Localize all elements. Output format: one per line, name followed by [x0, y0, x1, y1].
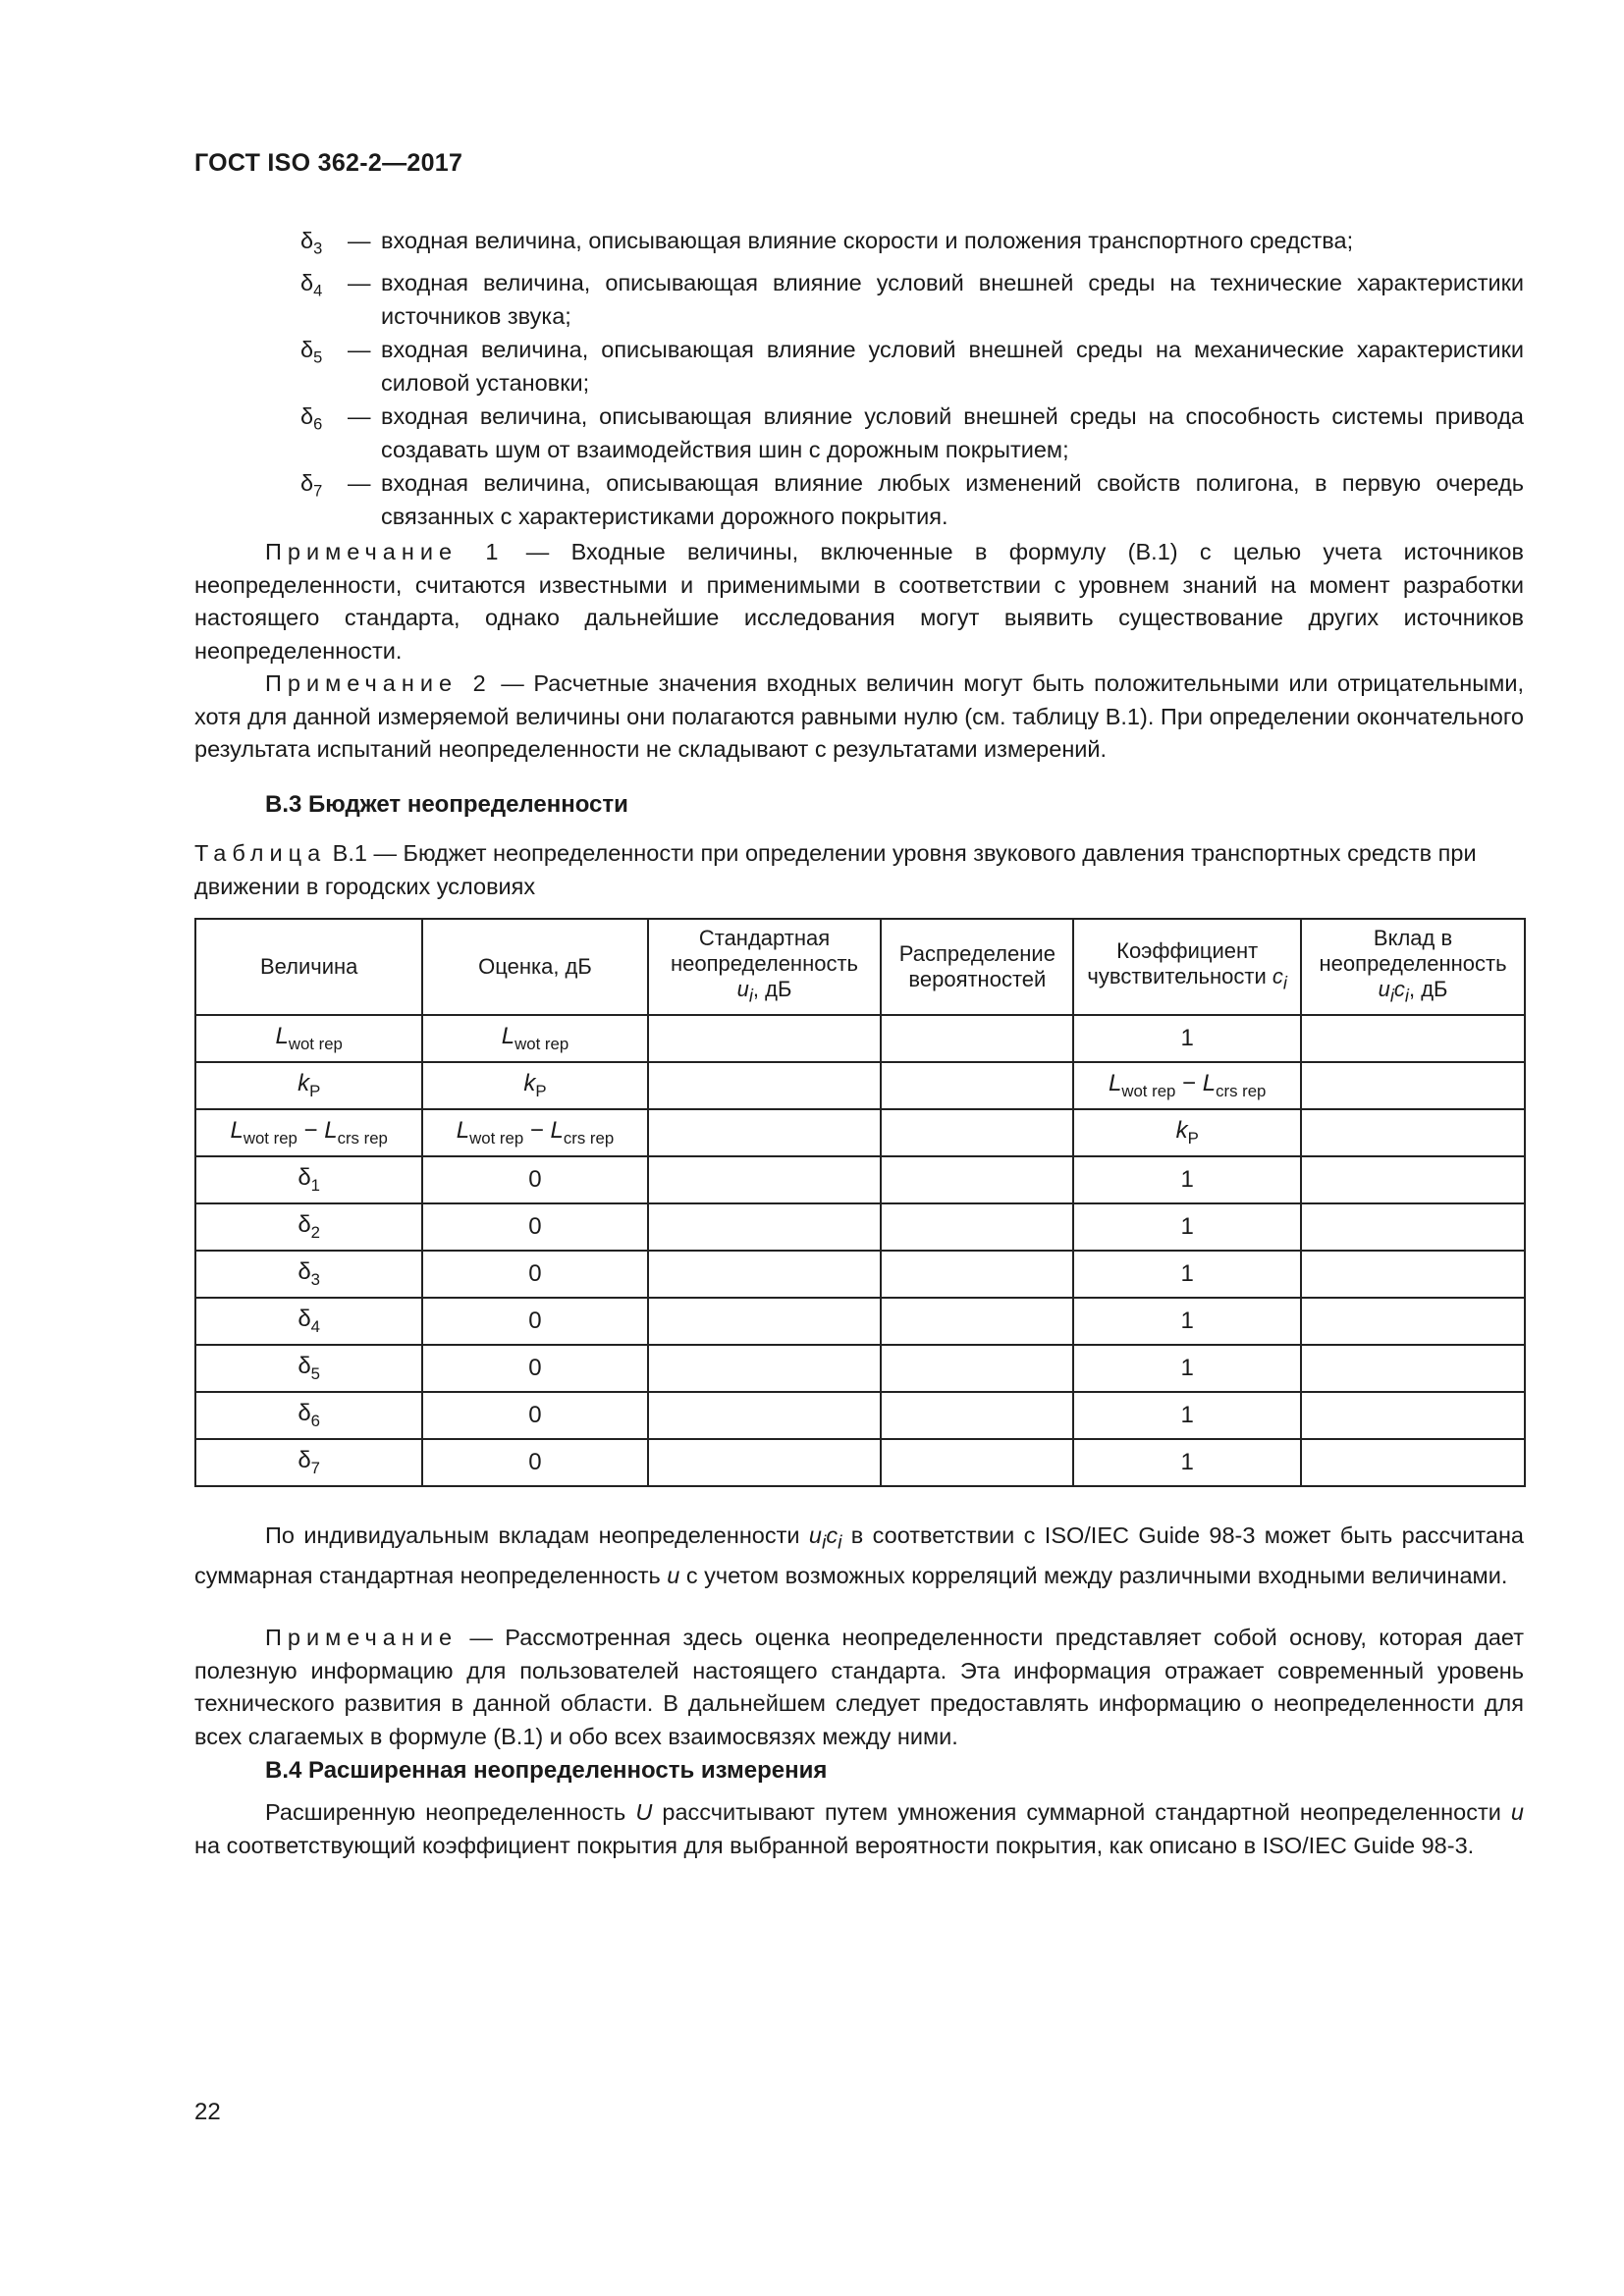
- definition-symbol: $\delta_6$: [300, 402, 323, 434]
- table-row: $\delta_6$ 0 1: [195, 1392, 1525, 1439]
- table-header-row: [195, 919, 1525, 1015]
- definition-item: $\delta_4$ — входная величина, описывающая влияние условий внешней среды на технические характеристики источников звука;: [300, 266, 1524, 333]
- definition-symbol: $\delta_7$: [300, 469, 323, 501]
- table-row: $\delta_4$ 0 1: [195, 1298, 1525, 1345]
- column-header-estimate: Оценка, дБ: [422, 919, 647, 1015]
- section-heading-b4: В.4 Расширенная неопределенность измерения: [265, 1757, 828, 1784]
- definition-text: входная величина, описывающая влияние любых изменений свойств полигона, в первую очередь связанных с характеристиками дорожного покрытия.: [381, 469, 1524, 529]
- table-row: $\delta_3$ 0 1: [195, 1251, 1525, 1298]
- definitions-list: [300, 224, 1524, 533]
- definition-item: $\delta_5$ — входная величина, описывающая влияние условий внешней среды на механические характеристики силовой установки;: [300, 333, 1524, 400]
- paragraph-b4: Расширенную неопределенность U рассчитывают путем умножения суммарной стандартной неопределенности u на соответствующий коэффициент покрытия для выбранной вероятности покрытия, как описано в ISO/IEC Guide 98-3.: [194, 1799, 1524, 1858]
- section-heading-b3: В.3 Бюджет неопределенности: [265, 791, 628, 818]
- table-row: $\delta_2$ 0 1: [195, 1203, 1525, 1251]
- table-row: $\delta_5$ 0 1: [195, 1345, 1525, 1392]
- definition-text: входная величина, описывающая влияние условий внешней среды на технические характеристики источников звука;: [381, 269, 1524, 329]
- table-row: $k_P$ $k_P$ $L_{wot rep} - L_{crs rep}$: [195, 1062, 1525, 1109]
- column-header-contribution: Вклад в неопределенность $u_ic_i$, дБ: [1301, 919, 1525, 1015]
- definition-text: входная величина, описывающая влияние скорости и положения транспортного средства;: [381, 228, 1354, 253]
- page-number: 22: [194, 2099, 221, 2125]
- note-3: Примечание — Рассмотренная здесь оценка неопределенности представляет собой основу, которая дает полезную информацию для пользователей настоящего стандарта. Эта информация отражает современный уровень технического развития в данной области. В дальнейшем следует предоставлять информацию о неопределенности для всех слагаемых в формуле (В.1) и обо всех взаимосвязях между ними.: [194, 1625, 1524, 1749]
- definition-item: $\delta_7$ — входная величина, описывающая влияние любых изменений свойств полигона, в первую очередь связанных с характеристиками дорожного покрытия.: [300, 466, 1524, 533]
- definition-symbol: $\delta_5$: [300, 336, 323, 367]
- definition-text: входная величина, описывающая влияние условий внешней среды на механические характеристики силовой установки;: [381, 336, 1524, 396]
- table-caption: Таблица В.1 — Бюджет неопределенности при определении уровня звукового давления транспортных средств при движении в городских условиях: [194, 840, 1477, 899]
- definition-symbol: $\delta_3$: [300, 228, 323, 258]
- table-row: $L_{wot rep}$ $L_{wot rep}$ 1: [195, 1015, 1525, 1062]
- table-row: $\delta_1$ 0 1: [195, 1156, 1525, 1203]
- paragraph-after-table: По индивидуальным вкладам неопределенности $u_ic_i$ в соответствии с ISO/IEC Guide 98-3 может быть рассчитана суммарная стандартная неопределенность u с учетом возможных корреляций между различными входными величинами.: [194, 1522, 1524, 1589]
- document-header: ГОСТ ISO 362-2—2017: [194, 149, 463, 177]
- column-header-quantity: Величина: [195, 919, 422, 1015]
- column-header-standard-uncertainty: Стандартная неопределенность $u_i$, дБ: [648, 919, 882, 1015]
- table-row: $\delta_7$ 0 1: [195, 1439, 1525, 1486]
- definition-item: $\delta_6$ — входная величина, описывающая влияние условий внешней среды на способность системы привода создавать шум от взаимодействия шин с дорожным покрытием;: [300, 400, 1524, 466]
- note-1: Примечание 1 — Входные величины, включенные в формулу (В.1) с целью учета источников неопределенности, считаются известными и применимыми в соответствии с уровнем знаний на момент разработки настоящего стандарта, однако дальнейшие исследования могут выявить существование других источников неопределенности.: [194, 539, 1524, 664]
- table-row: $L_{wot rep} - L_{crs rep}$ $L_{wot rep} - L_{crs rep}$ $k_P$: [195, 1109, 1525, 1156]
- definition-item: $\delta_3$ — входная величина, описывающая влияние скорости и положения транспортного средства;: [300, 224, 1524, 266]
- uncertainty-budget-table: [194, 918, 1526, 1487]
- definition-text: входная величина, описывающая влияние условий внешней среды на способность системы привода создавать шум от взаимодействия шин с дорожным покрытием;: [381, 402, 1524, 462]
- definition-symbol: $\delta_4$: [300, 269, 323, 300]
- column-header-distribution: Распределение вероятностей: [881, 919, 1073, 1015]
- note-2: Примечание 2 — Расчетные значения входных величин могут быть положительными или отрицательными, хотя для данной измеряемой величины они полагаются равными нулю (см. таблицу В.1). При определении окончательного результата испытаний неопределенности не складывают с результатами измерений.: [194, 670, 1524, 762]
- column-header-sensitivity: Коэффициент чувствительности $c_i$: [1073, 919, 1301, 1015]
